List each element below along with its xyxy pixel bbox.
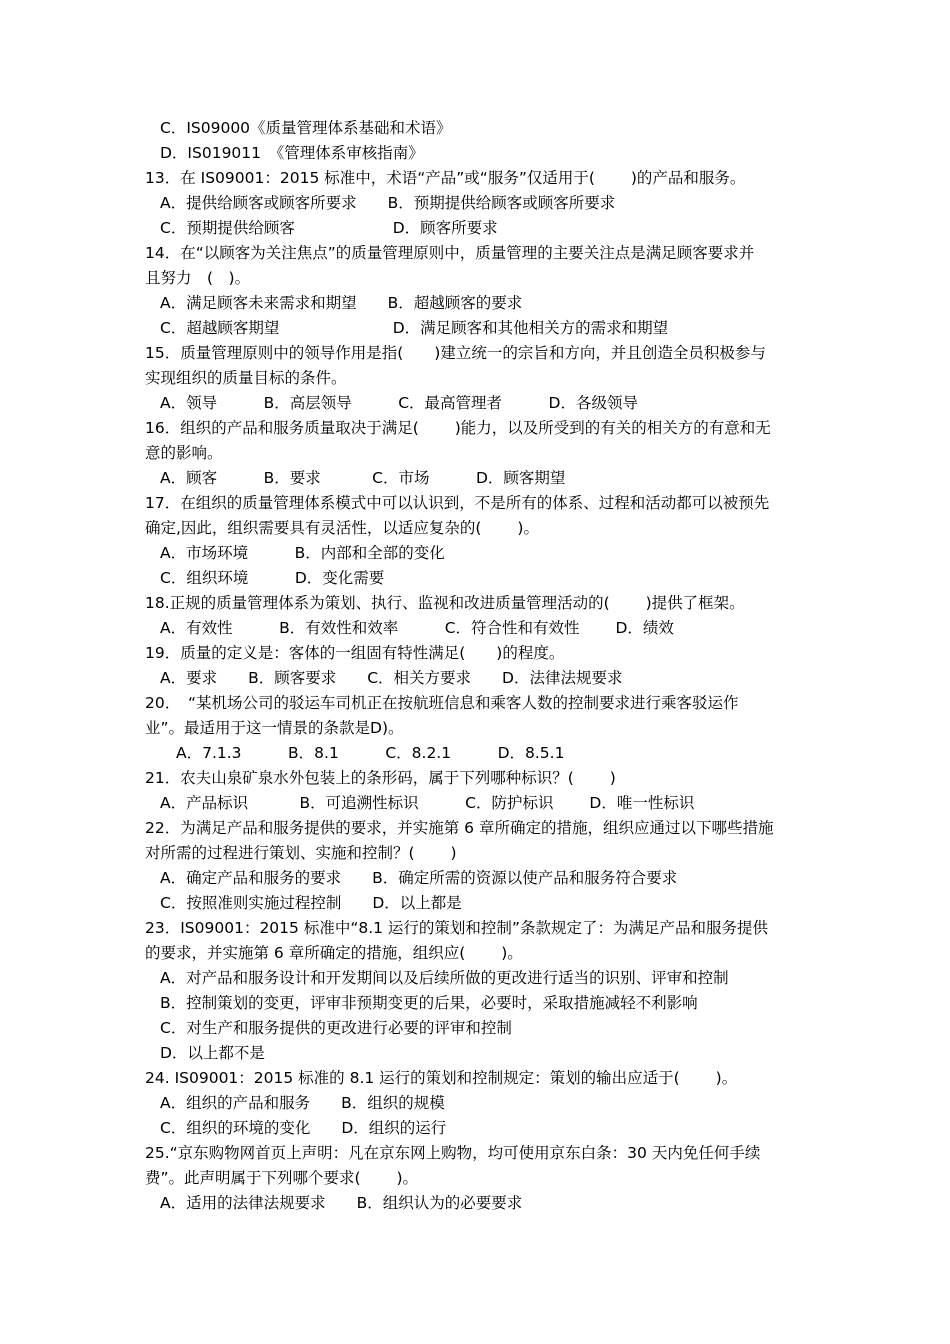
option-line: B．控制策划的变更，评审非预期变更的后果，必要时，采取措施减轻不利影响 — [160, 994, 698, 1012]
question-line: 13．在 IS09001：2015 标准中，术语“产品”或“服务”仅适用于( )的产品和服务。 — [145, 169, 746, 187]
question-line: 且努力 ( )。 — [145, 269, 251, 287]
option-line: A．7.1.3 B．8.1 C．8.2.1 D．8.5.1 — [176, 744, 565, 762]
question-line: 22．为满足产品和服务提供的要求，并实施第 6 章所确定的措施，组织应通过以下哪些措施 — [145, 819, 774, 837]
question-line: 实现组织的质量目标的条件。 — [145, 369, 347, 387]
question-line: 17．在组织的质量管理体系模式中可以认识到，不是所有的体系、过程和活动都可以被预先 — [145, 494, 770, 512]
question-line: 23．IS09001：2015 标准中“8.1 运行的策划和控制”条款规定了：为满足产品和服务提供 — [145, 919, 768, 937]
question-line: 的要求，并实施第 6 章所确定的措施，组织应( )。 — [145, 944, 523, 962]
option-line: A．适用的法律法规要求 B．组织认为的必要要求 — [160, 1194, 523, 1212]
option-line: C．组织的环境的变化 D．组织的运行 — [160, 1119, 447, 1137]
question-line: 确定,因此，组织需要具有灵活性，以适应复杂的( )。 — [145, 519, 539, 537]
option-line: A．要求 B．顾客要求 C．相关方要求 D．法律法规要求 — [160, 669, 623, 687]
option-line: C．预期提供给顾客 D．顾客所要求 — [160, 219, 498, 237]
option-line: C．超越顾客期望 D．满足顾客和其他相关方的需求和期望 — [160, 319, 669, 337]
option-line: D．以上都不是 — [160, 1044, 265, 1062]
question-line: 业”。最适用于这一情景的条款是D)。 — [145, 719, 404, 737]
question-line: 14．在“以顾客为关注焦点”的质量管理原则中，质量管理的主要关注点是满足顾客要求并 — [145, 244, 755, 262]
option-line: C．按照准则实施过程控制 D．以上都是 — [160, 894, 462, 912]
question-line: 费”。此声明属于下列哪个要求( )。 — [145, 1169, 419, 1187]
option-line: C．IS09000《质量管理体系基础和术语》 — [160, 119, 452, 137]
option-line: C．对生产和服务提供的更改进行必要的评审和控制 — [160, 1019, 512, 1037]
option-line: A．顾客 B．要求 C．市场 D．顾客期望 — [160, 469, 566, 487]
option-line: D．IS019011 《管理体系审核指南》 — [160, 144, 424, 162]
question-line: 20． “某机场公司的驳运车司机正在按航班信息和乘客人数的控制要求进行乘客驳运作 — [145, 694, 739, 712]
question-line: 21．农夫山泉矿泉水外包装上的条形码，属于下列哪种标识？( ) — [145, 769, 616, 787]
option-line: A．市场环境 B．内部和全部的变化 — [160, 544, 445, 562]
question-line: 对所需的过程进行策划、实施和控制？( ) — [145, 844, 457, 862]
option-line: A．有效性 B．有效性和效率 C．符合性和有效性 D．绩效 — [160, 619, 674, 637]
question-line: 19．质量的定义是：客体的一组固有特性满足( )的程度。 — [145, 644, 565, 662]
question-line: 18.正规的质量管理体系为策划、执行、监视和改进质量管理活动的( )提供了框架。 — [145, 594, 745, 612]
question-line: 25.“京东购物网首页上声明：凡在京东网上购物，均可使用京东白条：30 天内免任何手续 — [145, 1144, 761, 1162]
option-line: A．对产品和服务设计和开发期间以及后续所做的更改进行适当的识别、评审和控制 — [160, 969, 729, 987]
option-line: A．满足顾客未来需求和期望 B．超越顾客的要求 — [160, 294, 523, 312]
question-line: 16．组织的产品和服务质量取决于满足( )能力，以及所受到的有关的相关方的有意和无 — [145, 419, 771, 437]
option-line: A．确定产品和服务的要求 B．确定所需的资源以使产品和服务符合要求 — [160, 869, 678, 887]
option-line: A．产品标识 B．可追溯性标识 C．防护标识 D．唯一性标识 — [160, 794, 695, 812]
question-line: 24. IS09001：2015 标准的 8.1 运行的策划和控制规定：策划的输出应适于( )。 — [145, 1069, 738, 1087]
option-line: A．领导 B．高层领导 C．最高管理者 D．各级领导 — [160, 394, 638, 412]
question-line: 意的影响。 — [145, 444, 223, 462]
option-line: A．组织的产品和服务 B．组织的规模 — [160, 1094, 445, 1112]
option-line: C．组织环境 D．变化需要 — [160, 569, 385, 587]
option-line: A．提供给顾客或顾客所要求 B．预期提供给顾客或顾客所要求 — [160, 194, 616, 212]
question-line: 15．质量管理原则中的领导作用是指( )建立统一的宗旨和方向，并且创造全员积极参与 — [145, 344, 766, 362]
